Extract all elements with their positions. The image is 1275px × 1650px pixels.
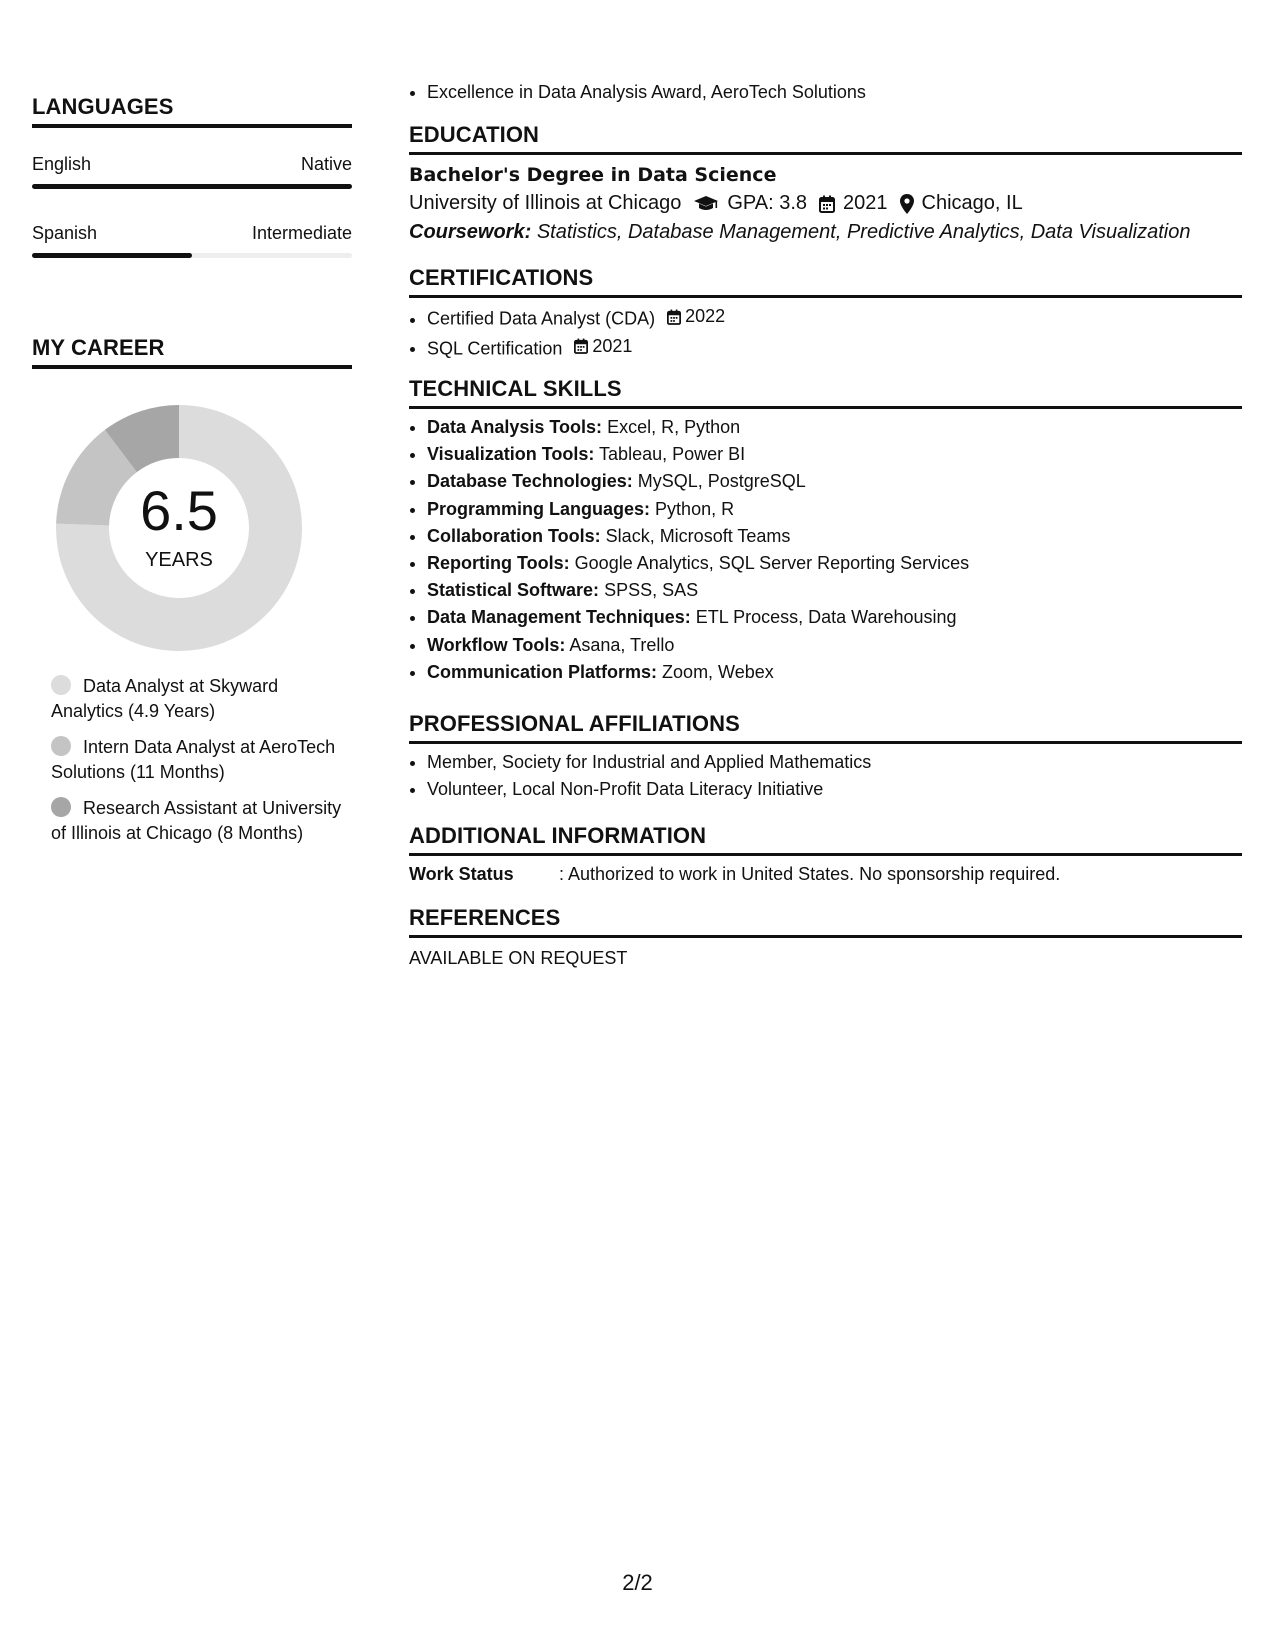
skill-item (427, 659, 1242, 686)
skill-value: Tableau, Power BI (599, 444, 746, 465)
language-name: Spanish (32, 223, 98, 243)
calendar-icon (574, 338, 588, 354)
language-english (32, 154, 352, 189)
additional-info-title: ADDITIONAL INFORMATION (409, 823, 1242, 856)
school-name: University of Illinois at Chicago (409, 192, 682, 214)
skill-item (427, 496, 1242, 523)
skill-value: Python, R (655, 498, 735, 519)
certification-year (574, 333, 632, 360)
legend-dot (51, 736, 71, 756)
skill-item (427, 550, 1242, 577)
language-spanish (32, 223, 352, 258)
certifications-title: CERTIFICATIONS (409, 265, 1242, 298)
skill-value: ETL Process, Data Warehousing (695, 607, 957, 628)
additional-info-section (409, 823, 1242, 885)
language-level-bar (32, 184, 352, 189)
skill-item (427, 523, 1242, 550)
skill-item (427, 414, 1242, 441)
education-section (409, 122, 1242, 244)
legend-label: Research Assistant at University of Illinois at Chicago (8 Months) (51, 798, 342, 843)
certification-year (667, 303, 725, 330)
skill-item (427, 632, 1242, 659)
graduation-cap-icon (693, 195, 719, 213)
skill-item (427, 441, 1242, 468)
certification-name: SQL Certification (427, 338, 563, 359)
map-pin-icon (900, 194, 914, 214)
calendar-icon (819, 195, 835, 213)
skill-label: Workflow Tools: (427, 634, 566, 655)
skill-label: Programming Languages: (427, 498, 651, 519)
language-level-fill (32, 253, 192, 258)
skill-label: Statistical Software: (427, 580, 600, 601)
language-level-bar (32, 253, 352, 258)
skill-item (427, 604, 1242, 631)
technical-skills-title: TECHNICAL SKILLS (409, 376, 1242, 409)
awards-list (409, 79, 1260, 106)
technical-skills-list (409, 414, 1242, 686)
coursework-label: Coursework: (409, 221, 532, 243)
skill-label: Collaboration Tools: (427, 525, 601, 546)
legend-label: Intern Data Analyst at AeroTech Solutions (11 Months) (51, 737, 336, 782)
languages-title: LANGUAGES (32, 94, 352, 128)
language-level-fill (32, 184, 352, 189)
legend-item (51, 796, 351, 845)
education-title: EDUCATION (409, 122, 1242, 155)
legend-dot (51, 797, 71, 817)
language-level: Native (300, 154, 352, 174)
list-item: • Volunteer, Local Non-Profit Data Literacy Initiative (427, 776, 1242, 803)
list-item (427, 333, 1242, 363)
legend-item (51, 674, 351, 723)
skill-item (427, 468, 1242, 495)
career-total-unit: YEARS (145, 549, 213, 571)
skill-item (427, 577, 1242, 604)
legend-dot (51, 675, 71, 695)
certification-name: Certified Data Analyst (CDA) (427, 308, 656, 329)
location: Chicago, IL (921, 192, 1023, 214)
certification-year-text: 2022 (685, 306, 726, 326)
career-legend (51, 674, 351, 857)
work-status-row (409, 864, 1242, 885)
graduation-year: 2021 (843, 192, 888, 214)
certification-year-text: 2021 (592, 335, 633, 356)
skill-label: Communication Platforms: (427, 661, 658, 682)
affiliations-list (409, 749, 1242, 803)
gpa: GPA: 3.8 (727, 192, 808, 214)
page-number: 2/2 (622, 1570, 653, 1595)
skill-label: Data Analysis Tools: (427, 417, 603, 437)
certifications-list (409, 303, 1242, 363)
career-donut-chart (56, 405, 302, 651)
affiliations-title: PROFESSIONAL AFFILIATIONS (409, 711, 1242, 744)
skill-label: Database Technologies: (427, 471, 633, 492)
references-title: REFERENCES (409, 905, 1242, 938)
technical-skills-section (409, 376, 1242, 686)
skill-value: Asana, Trello (569, 634, 675, 655)
skill-value: Zoom, Webex (662, 661, 774, 682)
references-section (409, 905, 1242, 969)
coursework (409, 221, 1242, 244)
calendar-icon (667, 309, 681, 325)
donut-center (56, 405, 302, 651)
coursework-list: Statistics, Database Management, Predictive Analytics, Data Visualization (536, 221, 1191, 243)
certifications-section (409, 265, 1242, 363)
language-level: Intermediate (251, 223, 352, 243)
career-total-years: 6.5 (140, 479, 218, 542)
affiliations-section (409, 711, 1242, 803)
skill-value: MySQL, PostgreSQL (637, 471, 806, 492)
skill-label: Reporting Tools: (427, 553, 570, 574)
skill-value: Excel, R, Python (607, 417, 741, 437)
list-item (427, 303, 1242, 333)
degree-name: Bachelor's Degree in Data Science (409, 164, 777, 186)
skill-label: Visualization Tools: (427, 444, 595, 465)
work-status-value: : Authorized to work in United States. No sponsorship required. (559, 864, 1061, 884)
skill-label: Data Management Techniques: (427, 607, 691, 628)
references-text: AVAILABLE ON REQUEST (409, 948, 628, 968)
legend-item (51, 735, 351, 784)
language-name: English (32, 154, 92, 174)
work-status-label: Work Status (409, 864, 514, 884)
list-item: • Excellence in Data Analysis Award, AeroTech Solutions (427, 79, 1260, 106)
career-title: MY CAREER (32, 335, 352, 369)
skill-value: SPSS, SAS (604, 580, 699, 601)
list-item: • Member, Society for Industrial and Applied Mathematics (427, 749, 1242, 776)
legend-label: Data Analyst at Skyward Analytics (4.9 Years) (51, 676, 279, 721)
skill-value: Google Analytics, SQL Server Reporting Services (574, 553, 970, 574)
skill-value: Slack, Microsoft Teams (605, 525, 791, 546)
education-details (409, 192, 1242, 215)
